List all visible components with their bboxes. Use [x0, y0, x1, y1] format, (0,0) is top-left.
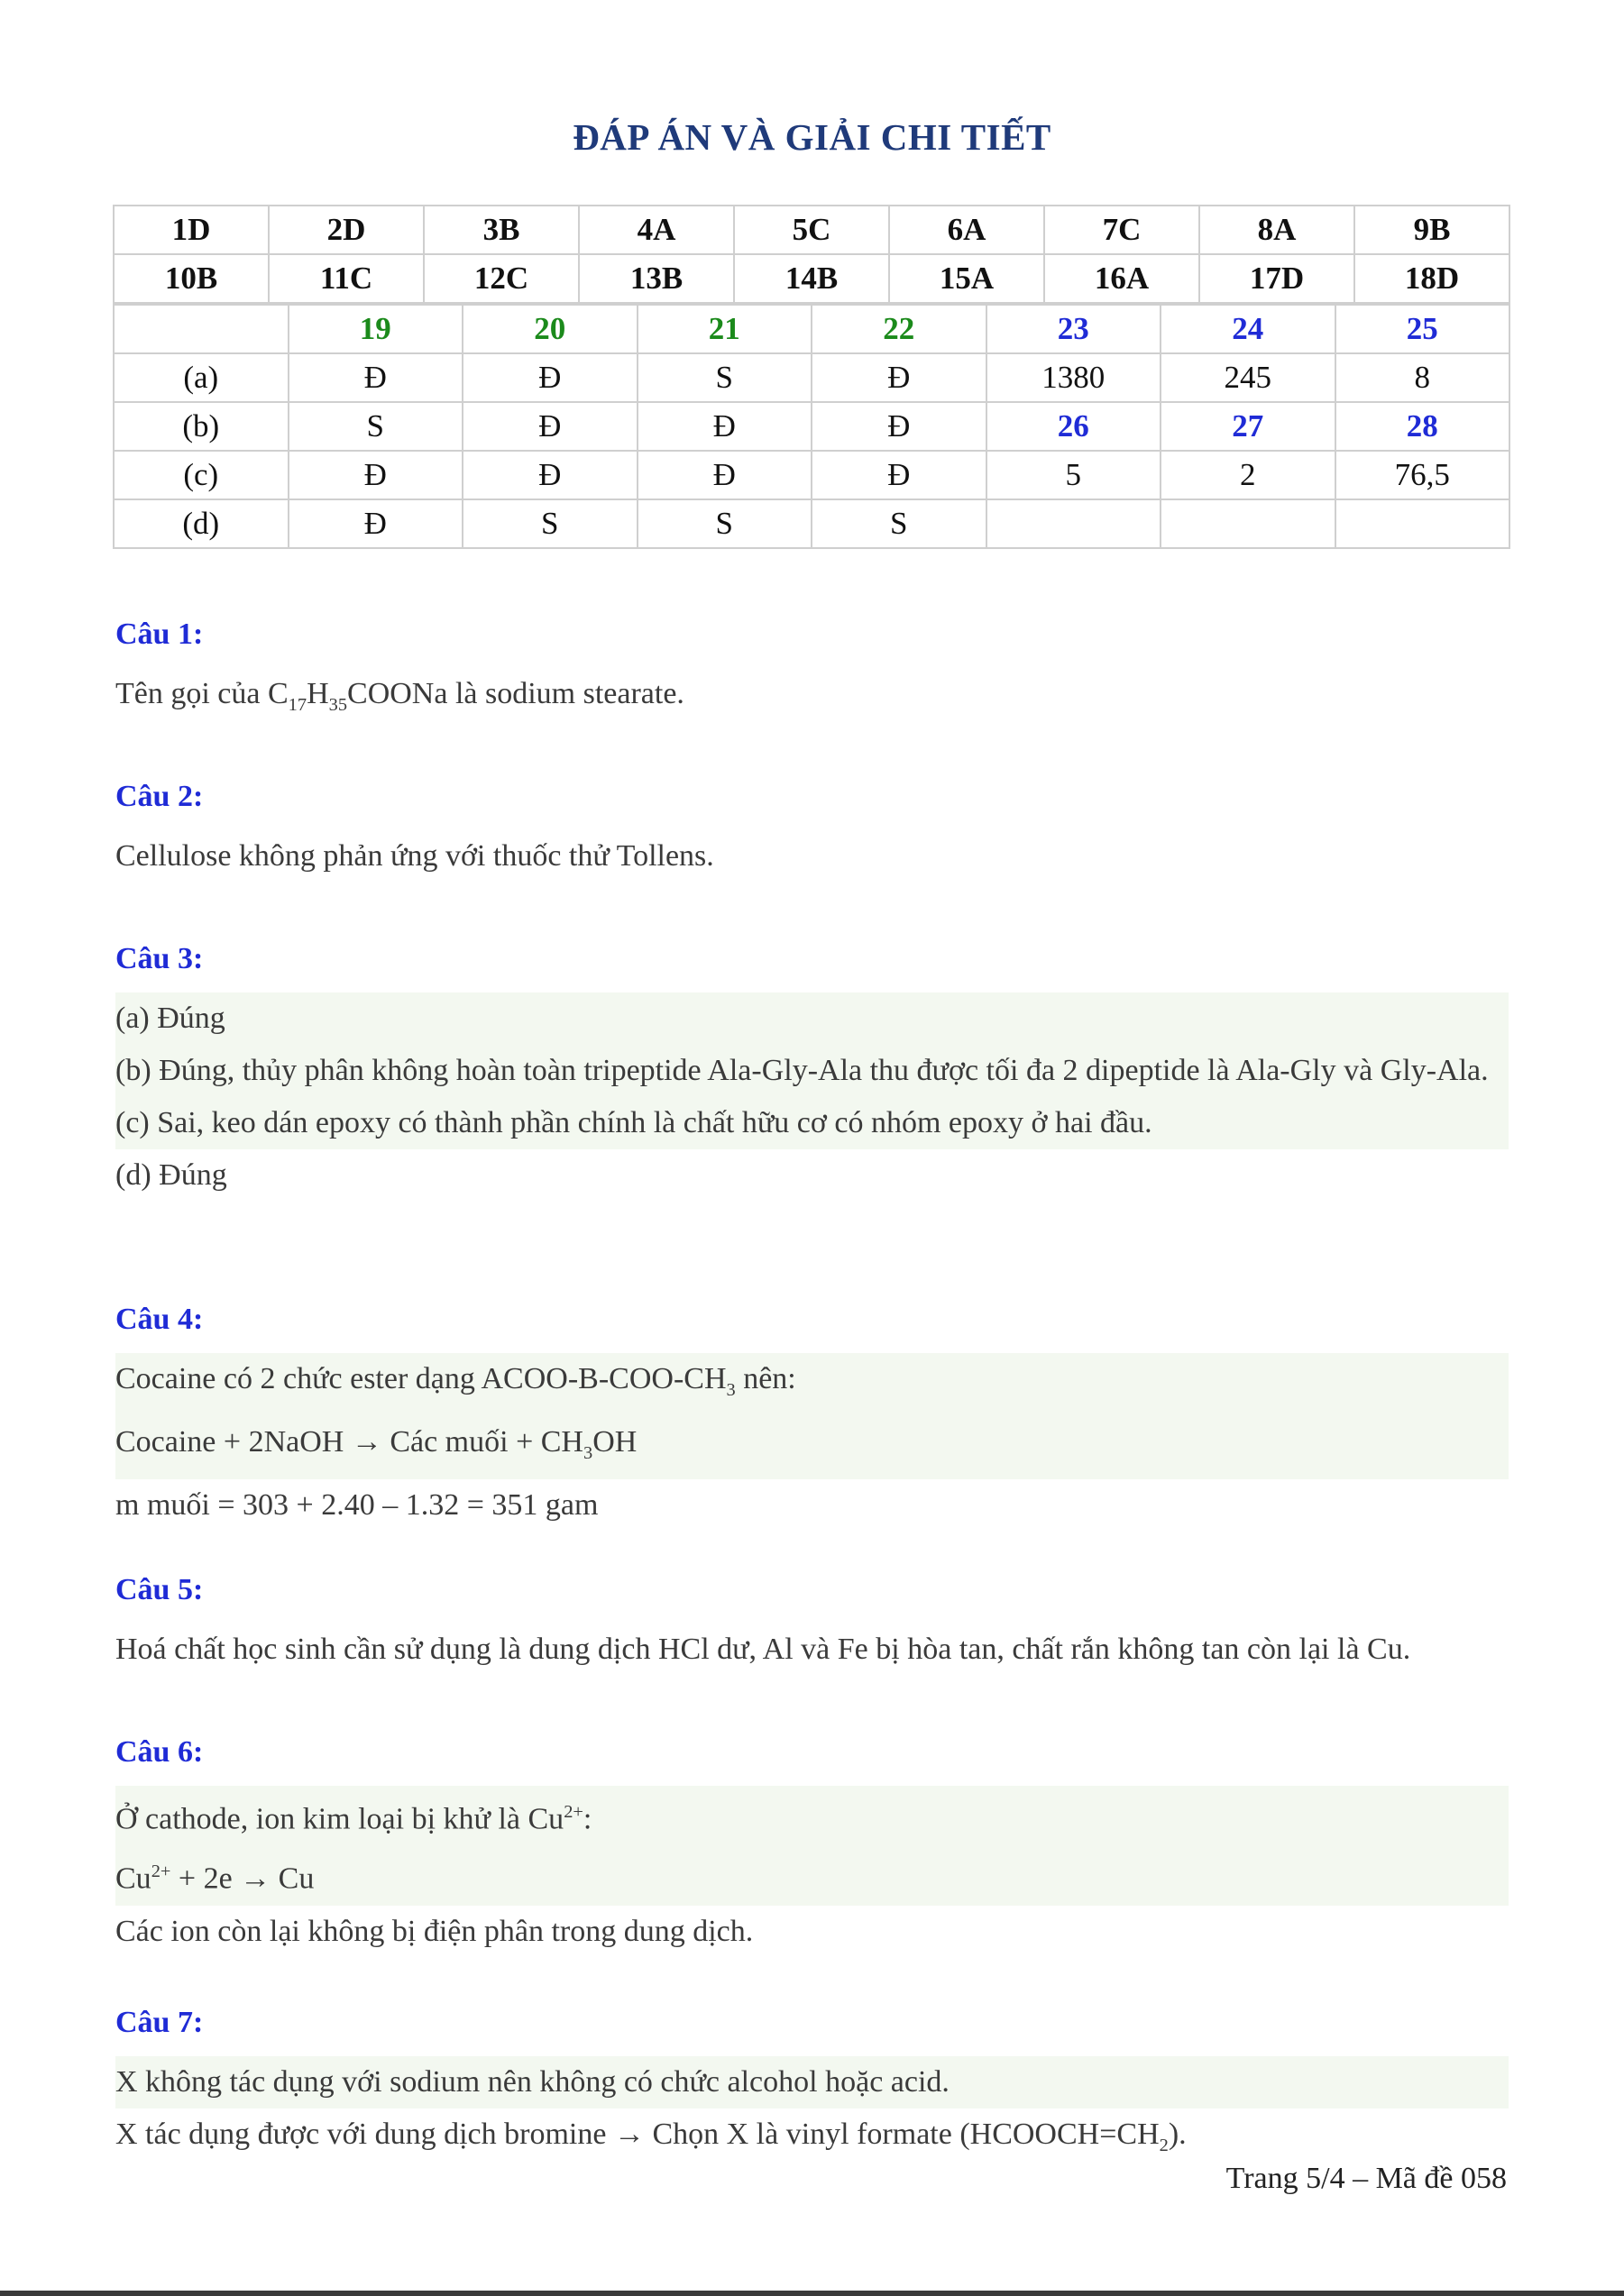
table-cell: 2D: [269, 206, 424, 254]
table-cell: 3B: [424, 206, 579, 254]
table-header-cell: 20: [463, 305, 638, 353]
table-cell: 15A: [889, 254, 1044, 303]
bottom-divider: [0, 2291, 1624, 2296]
text-span: Cu: [115, 1861, 151, 1896]
highlight-block: [115, 992, 1509, 1149]
answer-line: Các ion còn lại không bị điện phân trong dung dịch.: [115, 1914, 754, 1948]
table-cell: Đ: [812, 451, 986, 499]
table-cell: Đ: [463, 451, 638, 499]
table-cell: Đ: [812, 353, 986, 402]
text-span: nên:: [735, 1362, 796, 1395]
text-span: Cocaine + 2NaOH → Các muối + CH: [115, 1424, 583, 1459]
table-cell: 2: [1161, 451, 1335, 499]
true-false-answer-table: [113, 304, 1510, 549]
table-cell: 8A: [1199, 206, 1354, 254]
table-header-cell: 21: [638, 305, 812, 353]
subscript: 17: [288, 694, 307, 715]
table-cell: S: [638, 353, 812, 402]
table-cell: 6A: [889, 206, 1044, 254]
text-span: H: [307, 677, 329, 710]
table-row: [114, 254, 1509, 303]
question-heading: Câu 2:: [115, 780, 204, 813]
table-cell: S: [463, 499, 638, 548]
question-heading: Câu 6:: [115, 1735, 204, 1769]
table-cell: 18D: [1354, 254, 1509, 303]
table-cell: 4A: [579, 206, 734, 254]
table-cell: 76,5: [1335, 451, 1510, 499]
subscript: 3: [726, 1379, 736, 1400]
question-heading: Câu 7:: [115, 2006, 204, 2039]
table-cell: (c): [114, 451, 289, 499]
table-cell: (a): [114, 353, 289, 402]
text-span: ).: [1168, 2118, 1187, 2151]
table-row: [114, 499, 1509, 548]
table-cell: 14B: [734, 254, 889, 303]
answer-line: [115, 1786, 1509, 1845]
table-header-cell: 26: [986, 402, 1161, 451]
text-span: Ở cathode, ion kim loại bị khử là Cu: [115, 1802, 564, 1836]
table-cell: 5C: [734, 206, 889, 254]
table-cell: 10B: [114, 254, 269, 303]
multiple-choice-answer-table: [113, 205, 1510, 304]
table-header-cell: 23: [986, 305, 1161, 353]
page-title: ĐÁP ÁN VÀ GIẢI CHI TIẾT: [573, 116, 1051, 158]
answer-line: (a) Đúng: [115, 1002, 225, 1035]
text-span: OH: [592, 1424, 638, 1459]
table-header-cell: 27: [1161, 402, 1335, 451]
answer-line: [115, 1416, 1509, 1479]
table-cell: Đ: [638, 402, 812, 451]
answer-line: X không tác dụng với sodium nên không có chức alcohol hoặc acid.: [115, 2065, 950, 2099]
highlight-block: [115, 1353, 1509, 1479]
table-header-cell: 19: [289, 305, 463, 353]
answer-line: Cellulose không phản ứng với thuốc thử Tollens.: [115, 839, 714, 873]
table-row: [114, 206, 1509, 254]
table-cell: Đ: [289, 353, 463, 402]
question-1: [115, 617, 1509, 731]
table-header-cell: 24: [1161, 305, 1335, 353]
subscript: 35: [328, 694, 348, 715]
highlight-block: [115, 2056, 1509, 2108]
table-header-row: [114, 305, 1509, 353]
answer-line: (b) Đúng, thủy phân không hoàn toàn tripeptide Ala-Gly-Ala thu được tối đa 2 dipeptide là Ala-Gly và Gly-Ala.: [115, 1054, 1489, 1087]
table-cell: 245: [1161, 353, 1335, 402]
table-cell: 16A: [1044, 254, 1199, 303]
table-cell: 11C: [269, 254, 424, 303]
answer-line: [115, 668, 1509, 731]
table-cell: Đ: [463, 353, 638, 402]
question-6: [115, 1735, 1509, 1958]
answer-line: (d) Đúng: [115, 1158, 227, 1192]
text-span: + 2e → Cu: [170, 1861, 315, 1896]
table-cell: Đ: [638, 451, 812, 499]
text-span: Cocaine có 2 chức ester dạng ACOO-B-COO-CH: [115, 1362, 727, 1395]
table-cell: 13B: [579, 254, 734, 303]
answer-line: [115, 1353, 1509, 1416]
question-3: [115, 942, 1509, 1202]
table-header-cell: [114, 305, 289, 353]
highlight-block: [115, 1786, 1509, 1906]
table-cell: 7C: [1044, 206, 1199, 254]
table-row: [114, 451, 1509, 499]
table-cell: Đ: [463, 402, 638, 451]
text-span: X tác dụng được với dung dịch bromine → Chọn X là vinyl formate (HCOOCH=CH: [115, 2118, 1160, 2151]
table-header-cell: 22: [812, 305, 986, 353]
table-cell: 17D: [1199, 254, 1354, 303]
table-cell: Đ: [812, 402, 986, 451]
subscript: 3: [583, 1442, 593, 1463]
table-header-cell: 28: [1335, 402, 1510, 451]
table-cell: 12C: [424, 254, 579, 303]
table-cell: S: [812, 499, 986, 548]
table-cell: S: [638, 499, 812, 548]
text-span: Tên gọi của C: [115, 677, 289, 710]
table-cell: [1335, 499, 1510, 548]
superscript: 2+: [564, 1802, 583, 1822]
table-cell: 8: [1335, 353, 1510, 402]
subscript: 2: [1159, 2135, 1169, 2155]
table-cell: 1380: [986, 353, 1161, 402]
text-span: COONa là sodium stearate.: [347, 677, 684, 710]
answer-line: [115, 1845, 1509, 1905]
table-cell: Đ: [289, 451, 463, 499]
superscript: 2+: [151, 1861, 171, 1882]
table-cell: [1161, 499, 1335, 548]
table-cell: 5: [986, 451, 1161, 499]
table-row: [114, 402, 1509, 451]
table-cell: (d): [114, 499, 289, 548]
question-4: [115, 1303, 1509, 1532]
table-row: [114, 353, 1509, 402]
table-cell: Đ: [289, 499, 463, 548]
question-heading: Câu 5:: [115, 1573, 204, 1606]
answer-line: (c) Sai, keo dán epoxy có thành phần chính là chất hữu cơ có nhóm epoxy ở hai đầu.: [115, 1106, 1152, 1139]
page-footer: Trang 5/4 – Mã đề 058: [1225, 2162, 1507, 2195]
table-cell: 9B: [1354, 206, 1509, 254]
answer-line: Hoá chất học sinh cần sử dụng là dung dịch HCl dư, Al và Fe bị hòa tan, chất rắn không tan còn lại là Cu.: [115, 1633, 1411, 1666]
question-heading: Câu 3:: [115, 942, 204, 975]
answer-line: m muối = 303 + 2.40 – 1.32 = 351 gam: [115, 1487, 599, 1522]
table-cell: S: [289, 402, 463, 451]
table-cell: [986, 499, 1161, 548]
text-span: :: [583, 1802, 592, 1836]
question-7: [115, 2006, 1509, 2172]
question-heading: Câu 4:: [115, 1303, 204, 1336]
table-cell: (b): [114, 402, 289, 451]
question-heading: Câu 1:: [115, 617, 204, 651]
question-5: [115, 1573, 1509, 1676]
table-header-cell: 25: [1335, 305, 1510, 353]
question-2: [115, 780, 1509, 883]
table-cell: 1D: [114, 206, 269, 254]
